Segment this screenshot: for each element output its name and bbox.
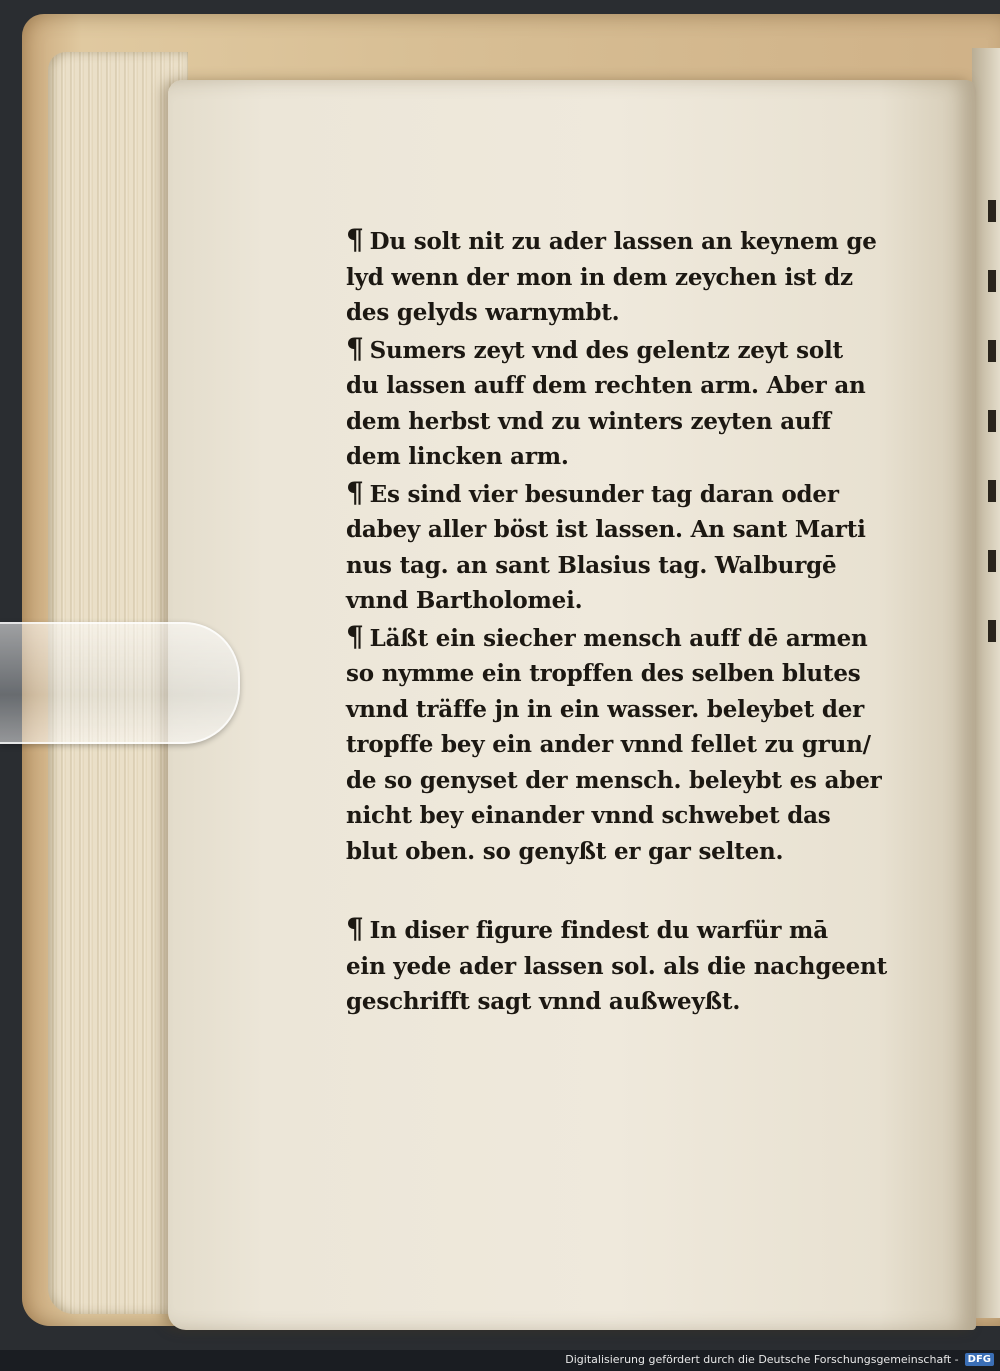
text-line: dabey aller böst ist lassen. An sant Marti — [346, 516, 866, 543]
text-line: du lassen auff dem rechten arm. Aber an — [346, 372, 866, 399]
text-line: nicht bey einander vnnd schwebet das — [346, 802, 831, 829]
paragraph — [346, 475, 922, 619]
text-line: Du solt nit zu ader lassen an keynem ge — [369, 228, 877, 255]
paragraph — [346, 222, 922, 331]
text-line: nus tag. an sant Blasius tag. Walburgē — [346, 551, 837, 579]
paragraph — [346, 911, 922, 1020]
text-line: In diser figure findest du warfür mā — [369, 917, 828, 944]
text-line: so nymme ein tropffen des selben blutes — [346, 660, 861, 687]
text-line: ein yede ader lassen sol. als die nachgeent — [346, 952, 888, 980]
paragraph-gap — [346, 869, 922, 911]
text-line: des gelyds warnymbt. — [346, 299, 620, 326]
text-line: tropffe bey ein ander vnnd fellet zu grun/ — [346, 731, 871, 758]
text-line: Sumers zeyt vnd des gelentz zeyt solt — [369, 336, 843, 364]
text-line: lyd wenn der mon in dem zeychen ist dz — [346, 263, 853, 291]
clear-page-holder-strap — [0, 622, 240, 744]
text-line: Läßt ein siecher mensch auff dē armen — [369, 624, 868, 652]
pilcrow-icon: ¶ — [346, 619, 364, 653]
credit-text: Digitalisierung gefördert durch die Deutsche Forschungsgemeinschaft - — [565, 1352, 959, 1366]
pilcrow-icon: ¶ — [346, 331, 364, 365]
text-line: vnnd Bartholomei. — [346, 587, 583, 614]
paragraph — [346, 331, 922, 475]
digitization-credit — [565, 1350, 994, 1368]
text-line: vnnd träffe jn in ein wasser. beleybet der — [346, 695, 865, 723]
pilcrow-icon: ¶ — [346, 475, 364, 509]
text-line: dem herbst vnd zu winters zeyten auff — [346, 407, 831, 435]
text-line: de so genyset der mensch. beleybt es aber — [346, 766, 882, 794]
text-line: Es sind vier besunder tag daran oder — [369, 480, 839, 508]
text-line: geschrifft sagt vnnd außweyßt. — [346, 988, 741, 1015]
paragraph — [346, 619, 922, 870]
pilcrow-icon: ¶ — [346, 223, 364, 256]
text-line: dem lincken arm. — [346, 443, 569, 470]
text-line: blut oben. so genyßt er gar selten. — [346, 837, 784, 865]
facing-page-text-fragments — [988, 200, 1000, 720]
blackletter-text-block — [346, 222, 922, 1020]
dfg-logo: DFG — [965, 1353, 994, 1366]
pilcrow-icon: ¶ — [346, 912, 364, 945]
